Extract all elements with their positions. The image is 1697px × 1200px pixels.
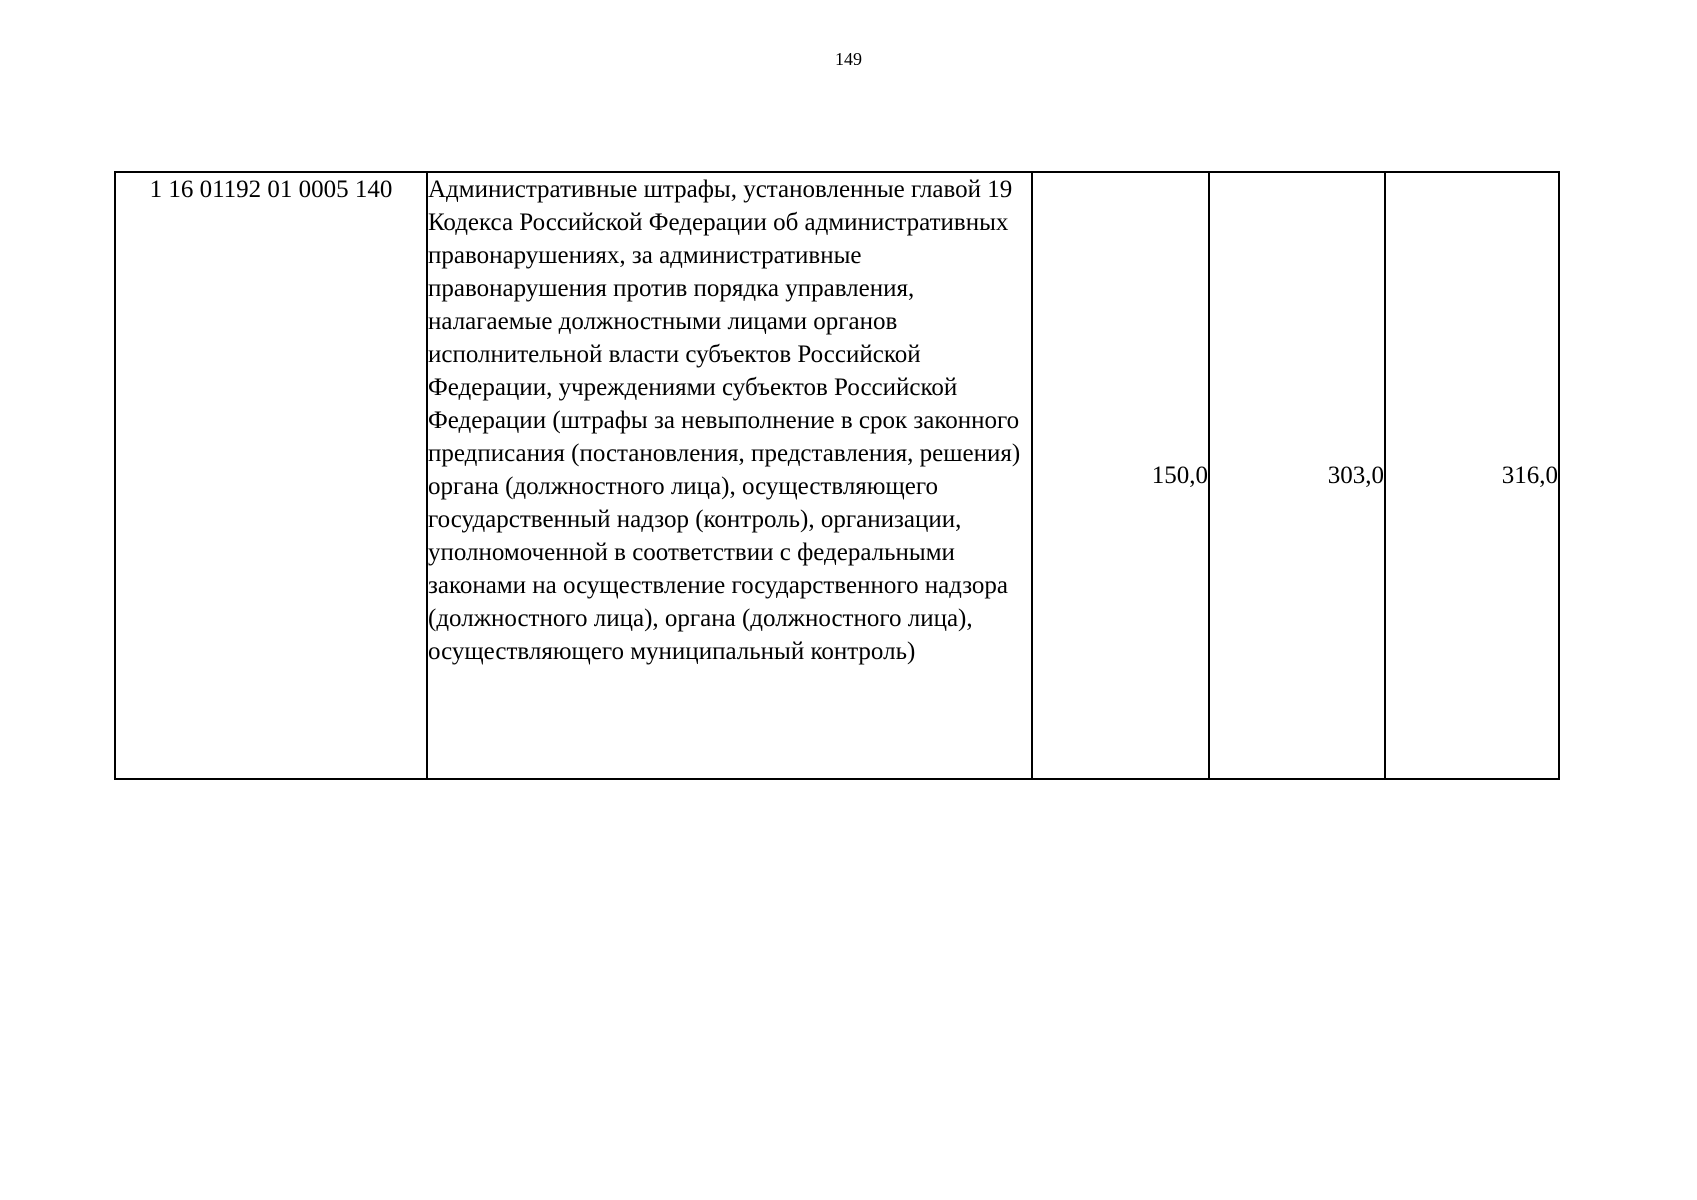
page-number: 149 xyxy=(835,49,862,69)
amount-year-1: 150,0 xyxy=(1032,172,1209,779)
income-description: Административные штрафы, установленные главой 19 Кодекса Российской Федерации об административных правонарушениях, за административные правонарушения против порядка управления, налагаемые должностными лицами органов исполнительной власти субъектов Российской Федерации, учреждениями субъектов Российской Федерации (штрафы за невыполнение в срок законного предписания (постановления, представления, решения) органа (должностного лица), осуществляющего государственный надзор (контроль), организации, уполномоченной в соответствии с федеральными законами на осуществление государственного надзора (должностного лица), органа (должностного лица), осуществляющего муниципальный контроль) xyxy=(427,172,1032,779)
budget-classification-code: 1 16 01192 01 0005 140 xyxy=(115,172,427,779)
budget-table xyxy=(114,171,1560,780)
amount-year-3: 316,0 xyxy=(1385,172,1559,779)
amount-year-2: 303,0 xyxy=(1209,172,1385,779)
table-row xyxy=(115,172,1559,779)
